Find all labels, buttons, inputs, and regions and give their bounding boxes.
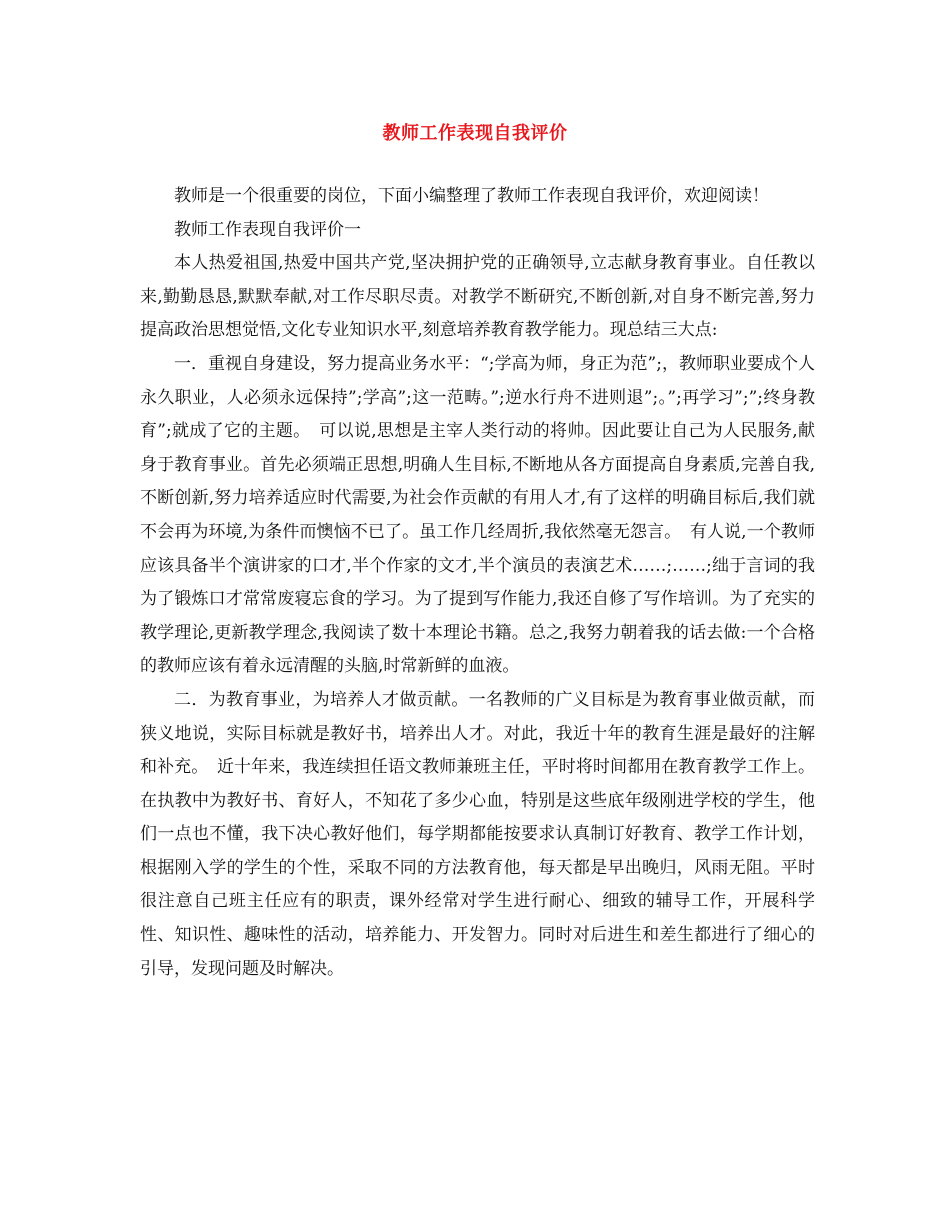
document-title: 教师工作表现自我评价 [382, 123, 568, 144]
document-body [140, 180, 815, 986]
paragraph-point-two: 二．为教育事业，为培养人才做贡献。一名教师的广义目标是为教育事业做贡献，而狭义地说，实际目标就是教好书，培养出人才。对此，我近十年的教育生涯是最好的注解和补充。 近十年来，我连续担任语文教师兼班主任，平时将时间都用在教育教学工作上。在执教中为教好书、育好人，不知花了多少心血，特别是这些底年级刚进学校的学生，他们一点也不懂，我下决心教好他们，每学期都能按要求认真制订好教育、教学工作计划，根据刚入学的学生的个性，采取不同的方法教育他，每天都是早出晚归，风雨无阻。平时很注意自己班主任应有的职责，课外经常对学生进行耐心、细致的辅导工作，开展科学性、知识性、趣味性的活动，培养能力、开发智力。同时对后进生和差生都进行了细心的引导，发现问题及时解决。 [140, 689, 815, 979]
paragraph-opening: 本人热爱祖国,热爱中国共产党,坚决拥护党的正确领导,立志献身教育事业。自任教以来,勤勤恳恳,默默奉献,对工作尽职尽责。对教学不断研究,不断创新,对自身不断完善,努力提高政治思想觉悟,文化专业知识水平,刻意培养教育教学能力。现总结三大点: [140, 253, 815, 341]
intro-paragraph: 教师是一个很重要的岗位，下面小编整理了教师工作表现自我评价，欢迎阅读！ [174, 186, 769, 206]
paragraph-point-one: 一．重视自身建设，努力提高业务水平：“;学高为师，身正为范”;，教师职业要成个人永久职业，人必须永远保持”;学高”;这一范畴。”;逆水行舟不进则退”;。”;再学习”;”;终身教育”;就成了它的主题。 可以说,思想是主宰人类行动的将帅。因此要让自己为人民服务,献身于教育事业。首先必须端正思想,明确人生目标,不断地从各方面提高自身素质,完善自我,不断创新,努力培养适应时代需要,为社会作贡献的有用人才,有了这样的明确目标后,我们就不会再为环境,为条件而懊恼不已了。虽工作几经周折,我依然毫无怨言。 有人说,一个教师应该具备半个演讲家的口才,半个作家的文才,半个演员的表演艺术……;……;绌于言词的我为了锻炼口才常常废寝忘食的学习。为了提到写作能力,我还自修了写作培训。为了充实的教学理论,更新教学理念,我阅读了数十本理论书籍。总之,我努力朝着我的话去做:一个合格的教师应该有着永远清醒的头脑,时常新鲜的血液。 [140, 353, 815, 677]
section-heading: 教师工作表现自我评价一 [174, 219, 361, 240]
